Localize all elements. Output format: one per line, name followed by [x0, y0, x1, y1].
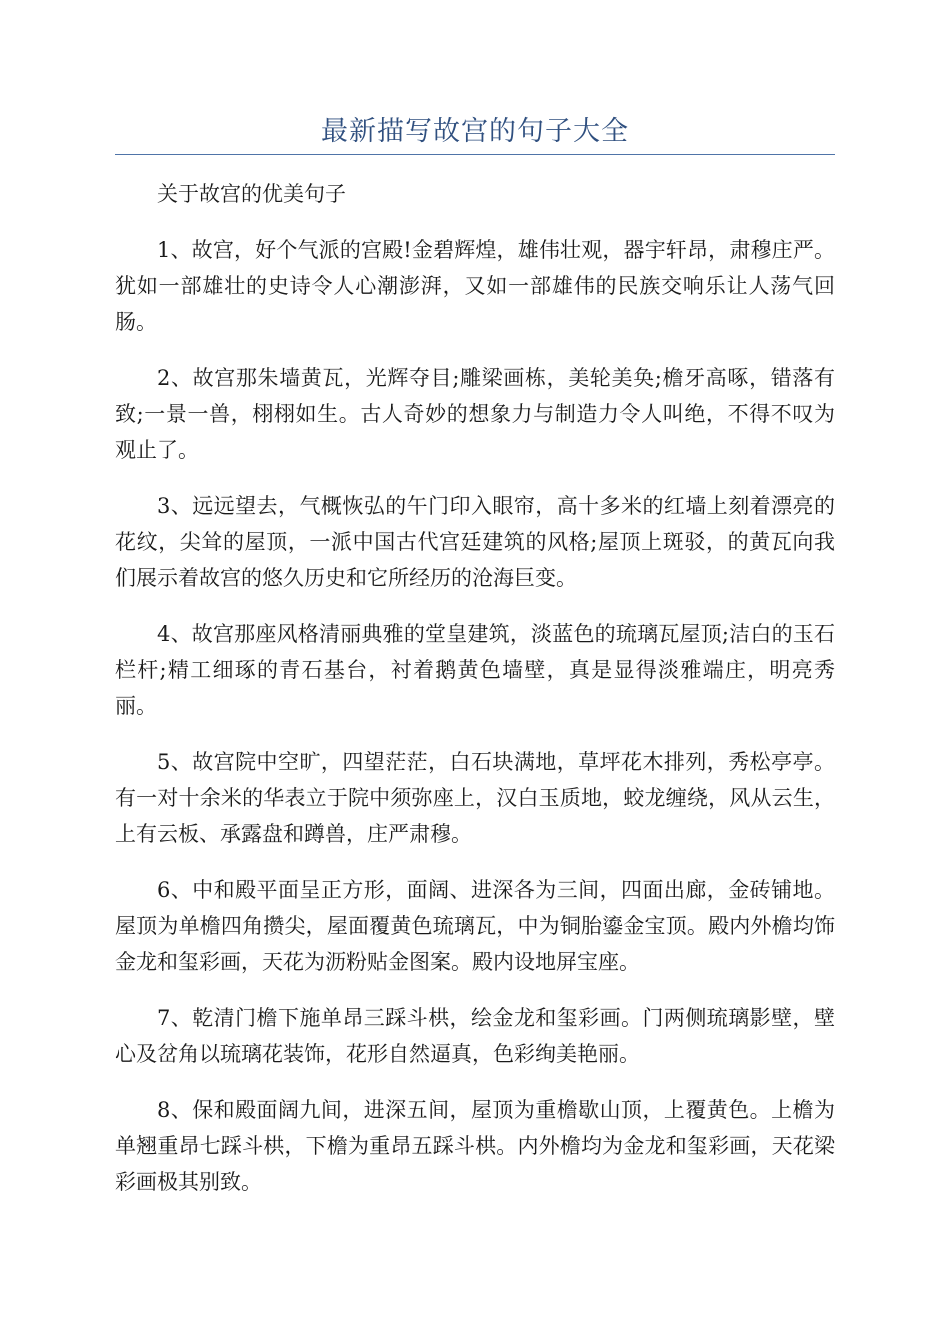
- paragraph-3: 3、远远望去，气概恢弘的午门印入眼帘，高十多米的红墙上刻着漂亮的花纹，尖耸的屋顶，一派中国古代宫廷建筑的风格;屋顶上斑驳，的黄瓦向我们展示着故宫的悠久历史和它所经历的沧海巨变。: [115, 494, 835, 590]
- section-heading: 关于故宫的优美句子: [157, 182, 346, 206]
- paragraph-2: 2、故宫那朱墙黄瓦，光辉夺目;雕梁画栋，美轮美奂;檐牙高啄，错落有致;一景一兽，栩栩如生。古人奇妙的想象力与制造力令人叫绝，不得不叹为观止了。: [115, 366, 835, 462]
- paragraph-5: 5、故宫院中空旷，四望茫茫，白石块满地，草坪花木排列，秀松亭亭。有一对十余米的华表立于院中须弥座上，汉白玉质地，蛟龙缠绕，风从云生，上有云板、承露盘和蹲兽，庄严肃穆。: [115, 750, 835, 846]
- paragraph-6: 6、中和殿平面呈正方形，面阔、进深各为三间，四面出廊，金砖铺地。屋顶为单檐四角攒尖，屋面覆黄色琉璃瓦，中为铜胎鎏金宝顶。殿内外檐均饰金龙和玺彩画，天花为沥粉贴金图案。殿内设地屏宝座。: [115, 878, 835, 974]
- paragraph-8: 8、保和殿面阔九间，进深五间，屋顶为重檐歇山顶，上覆黄色。上檐为单翘重昂七踩斗栱，下檐为重昂五踩斗栱。内外檐均为金龙和玺彩画，天花梁彩画极其别致。: [115, 1098, 835, 1194]
- paragraph-7: 7、乾清门檐下施单昂三踩斗栱，绘金龙和玺彩画。门两侧琉璃影壁，壁心及岔角以琉璃花装饰，花形自然逼真，色彩绚美艳丽。: [115, 1006, 835, 1066]
- paragraph-4: 4、故宫那座风格清丽典雅的堂皇建筑，淡蓝色的琉璃瓦屋顶;洁白的玉石栏杆;精工细琢的青石基台，衬着鹅黄色墙壁，真是显得淡雅端庄，明亮秀丽。: [115, 622, 835, 718]
- title-divider: [115, 154, 835, 155]
- page-title: 最新描写故宫的句子大全: [321, 116, 629, 147]
- paragraph-1: 1、故宫，好个气派的宫殿!金碧辉煌，雄伟壮观，器宇轩昂，肃穆庄严。犹如一部雄壮的史诗令人心潮澎湃，又如一部雄伟的民族交响乐让人荡气回肠。: [115, 238, 835, 334]
- document-body: [115, 176, 835, 1220]
